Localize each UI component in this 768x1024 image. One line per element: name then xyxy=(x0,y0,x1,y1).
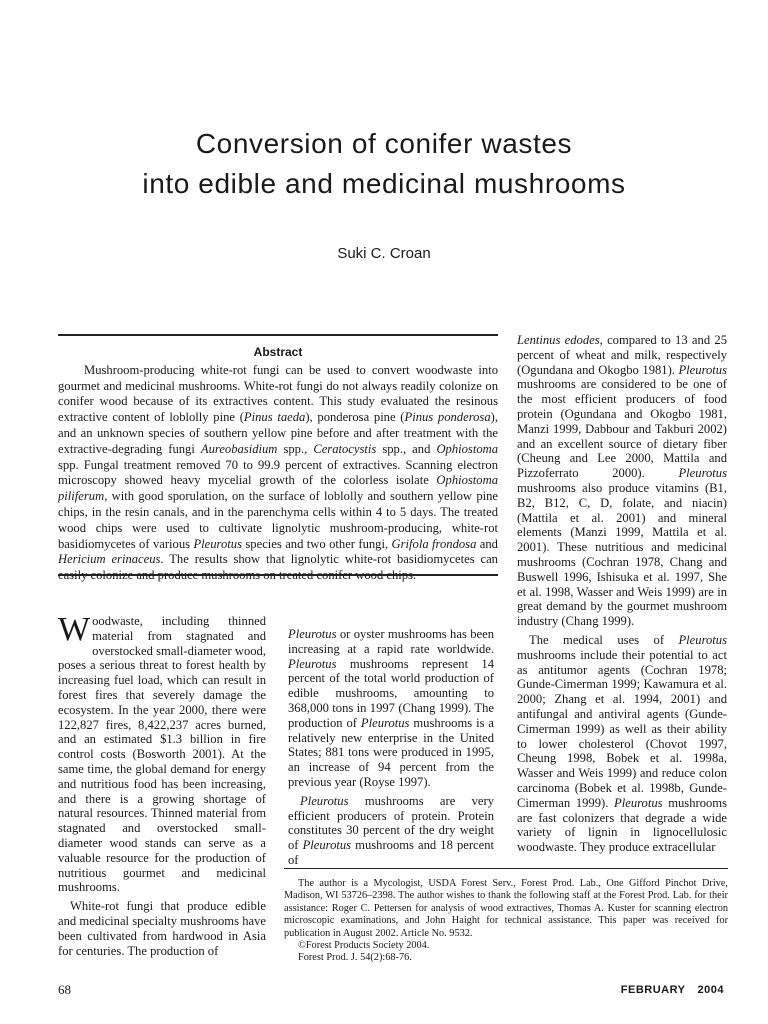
intro-paragraph-text: oodwaste, including thinned material from stagnated and overstocked small-diameter wood, poses a serious threat to forest health by increasing fuel load, which can result in forest fires that severely damage the ecosystem. In the year 2000, there were 122,827 fires, 8,422,237 acres burned, and an estimated $1.3 billion in fire control costs (Bosworth 2001). At the same time, the global demand for energy and nutritious food has been increasing, and there is a growing shortage of natural resources. Thinned material from stagnated and overstocked small-diameter wood stands can serve as a valuable resource for the production of nutritious gourmet and medicinal mushrooms. xyxy=(58,614,266,895)
title-line-2: into edible and medicinal mushrooms xyxy=(142,168,626,199)
abstract-top-rule xyxy=(58,334,498,336)
footnote-copyright: ©Forest Products Society 2004. xyxy=(298,940,430,952)
paragraph-white-rot-fungi: White-rot fungi that produce edible and medicinal specialty mushrooms have been cultivated from hardwood in Asia for centuries. The production of xyxy=(58,899,266,958)
title-line-1: Conversion of conifer wastes xyxy=(195,128,573,159)
italic-term: Pleurotus xyxy=(302,838,352,853)
italic-term: Pleurotus xyxy=(288,627,337,641)
drop-cap: W xyxy=(58,611,91,648)
italic-term: Pleurotus xyxy=(300,793,349,808)
italic-term: Hericium erinaceus xyxy=(58,552,161,567)
abstract-text: Mushroom-producing white-rot fungi can be used to convert woodwaste into gourmet and medicinal mushrooms. White-rot fungi do not always readily colonize on conifer wood because of its extractives content. This study evaluated the resinous extractive content of loblolly pine (Pinus taeda), ponderosa pine (Pinus ponderosa), and an unknown species of southern yellow pine before and after treatment with the extractive-degrading fungi Aureobasidium spp., Ceratocystis spp., and Ophiostoma spp. Fungal treatment removed 70 to 99.9 percent of extractives. Scanning electron microscopy showed heavy mycelial growth of the colorless isolate Ophiostoma piliferum, with good sporulation, on the surface of loblolly and southern yellow pine chips, in the resin canals, and in the parenchyma cells within 4 to 5 days. The treated wood chips were used to cultivate lignolytic mushroom-producing, white-rot basidiomycetes of various Pleurotus species and two other fungi, Grifola frondosa and Hericium erinaceus. The results show that lignolytic white-rot basidiomycetes can xyxy=(58,362,499,567)
italic-term: Pleurotus xyxy=(614,795,663,810)
body-column-3 xyxy=(517,333,727,859)
italic-term: Pleurotus xyxy=(678,466,727,481)
footnote-citation: Forest Prod. J. 54(2):68-76. xyxy=(298,952,412,964)
italic-term: Pinus ponderosa xyxy=(404,410,491,425)
italic-term: Ceratocystis xyxy=(313,441,377,456)
italic-term: Ophiostoma xyxy=(436,441,499,456)
italic-term: Pleurotus xyxy=(193,536,242,551)
intro-paragraph xyxy=(58,611,266,895)
page-number: 68 xyxy=(58,982,71,997)
author-footnote xyxy=(284,878,728,965)
italic-term: Grifola frondosa xyxy=(391,536,477,551)
issue-month: FEBRUARY xyxy=(620,984,686,996)
italic-term: Aureobasidium xyxy=(200,441,278,456)
italic-term: Ophiostoma piliferum xyxy=(58,473,498,504)
footnote-affiliation: The author is a Mycologist, USDA Forest Serv., Forest Prod. Lab., One Gifford Pinchot Drive, Madison, WI 53726–2398. The author wishes to thank the following staff at the Forest Prod. Lab. for their assistance: Roger C. Pettersen for analysis of wood extractives, Thomas A. Kuster for scanning electron microscopic examinations, and John Haight for technical assistance. This paper was received for publication in August 2002. Article No. 9532. xyxy=(284,878,728,939)
paragraph-pleurotus-protein: Pleurotus mushrooms are very efficient producers of protein. Protein constitutes 30 percent of the dry weight of Pleurotus mushrooms and 18 percent of xyxy=(288,793,495,867)
italic-term: Pleurotus xyxy=(288,656,337,671)
italic-term: Pinus taeda xyxy=(243,410,306,425)
footnote-rule xyxy=(284,868,728,869)
paragraph-nutrition: Lentinus edodes, compared to 13 and 25 percent of wheat and milk, respectively (Ogundana and Okogbo 1981). Pleurotus mushrooms are considered to be one of the most efficient producers of food protein (Ogundana and Okogbo 1981, Manzi 1999, Dabbour and Takburi 2002) and an excellent source of dietary fiber (Cheung and Lee 2000, Mattila and Pizzoferrato 2000). Pleurotus mushrooms also produce vitamins (B1, B2, B12, C, D, folate, and niacin) (Mattila et al. 2001) and mineral elements (Manzi 1999, Mattila et al. 2001). These nutritious and medicinal mushrooms (Cochran 1978, Chang and Buswell 1996, Ishisuka et al. 1997, She et al. 1998, Wasser and Weis 1999) are in great demand by the gourmet mushroom industry (Chang 1999). xyxy=(517,333,727,629)
italic-term: Lentinus edodes xyxy=(517,333,600,347)
issue-year: 2004 xyxy=(697,984,724,996)
italic-term: Pleurotus xyxy=(678,362,727,377)
paragraph-medical-uses: The medical uses of Pleurotus mushrooms include their potential to act as antitumor agents (Cochran 1978; Gunde-Cimerman 1999; Kawamura et al. 2000; Zhang et al. 1994, 2001) and antifungal and antiviral agents (Gunde-Cimerman 1999) as well as their ability to lower cholesterol (Chovot 1997, Cheung 1998, Bobek et al. 1998a, Wasser and Weis 1999) and reduce colon carcinoma (Bobek et al. 1998b, Gunde-Cimerman 1999). Pleurotus mushrooms are fast colonizers that degrade a wide variety of lignin in lignocellulosic woodwaste. They produce extracellular xyxy=(517,632,727,855)
italic-term: Pleurotus xyxy=(360,715,410,730)
abstract-heading: Abstract xyxy=(253,345,303,359)
abstract-bottom-rule xyxy=(58,574,498,576)
abstract-block xyxy=(58,345,498,584)
body-column-2 xyxy=(288,627,494,872)
italic-term: Pleurotus xyxy=(678,632,727,647)
paper-title xyxy=(0,124,768,204)
paragraph-pleurotus-production: Pleurotus or oyster mushrooms has been increasing at a rapid rate worldwide. Pleurotus mushrooms represent 14 percent of the total world production of edible mushrooms, amounting to 368,000 tons in 1997 (Chang 1999). The production of Pleurotus mushrooms is a relatively new enterprise in the United States; 881 tons were produced in 1995, an increase of 94 percent from the previous year (Royse 1997). xyxy=(288,627,494,789)
issue-date xyxy=(621,984,724,996)
body-column-1 xyxy=(58,611,266,962)
author-name: Suki C. Croan xyxy=(337,245,431,262)
